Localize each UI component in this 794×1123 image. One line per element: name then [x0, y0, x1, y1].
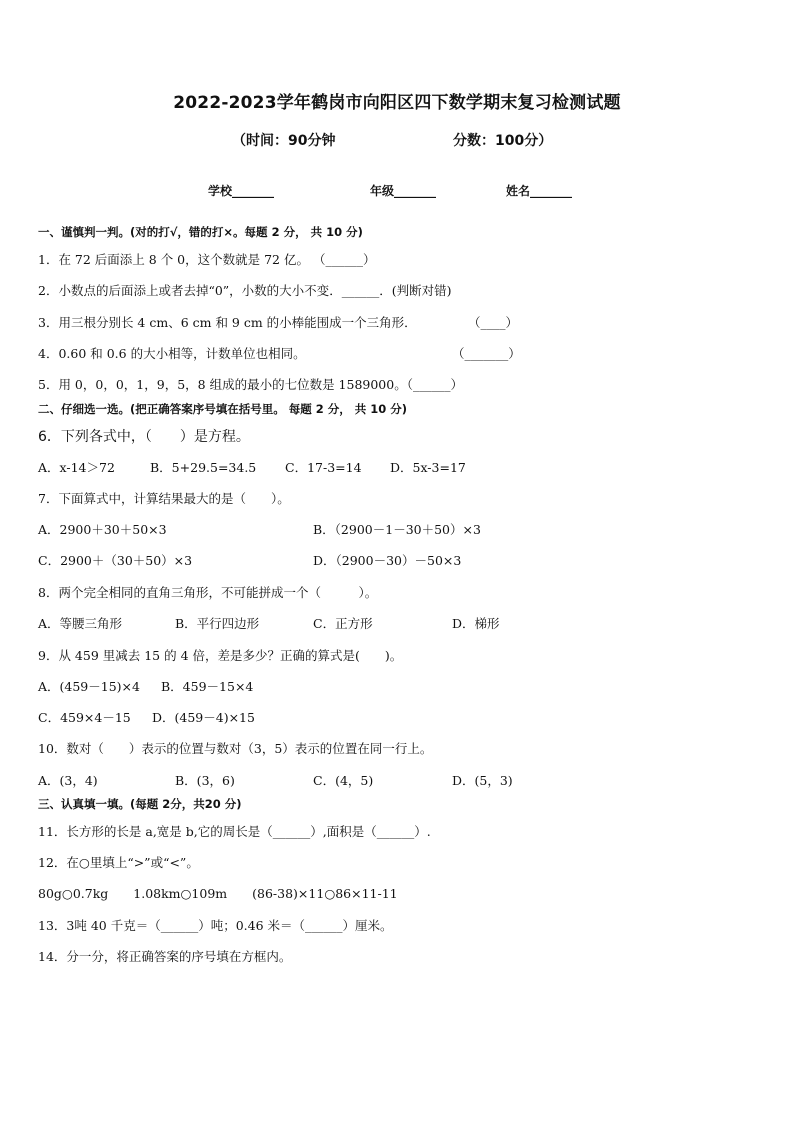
- q8-option-b: B．平行四边形: [175, 616, 260, 631]
- q6-option-a: A．x-14＞72: [38, 460, 115, 475]
- question-8: 8．两个完全相同的直角三角形，不可能拼成一个（ ）。: [38, 585, 378, 600]
- q9-option-d: D．(459－4)×15: [152, 710, 255, 725]
- q7-option-c: C．2900＋（30＋50）×3: [38, 553, 193, 568]
- q6-option-b: B．5+29.5=34.5: [150, 460, 257, 475]
- exam-score: 分数：100分）: [453, 133, 553, 149]
- question-9: 9．从 459 里减去 15 的 4 倍，差是多少？正确的算式是( )。: [38, 648, 403, 663]
- grade-field: 年级_______: [370, 184, 437, 198]
- q8-option-c: C．正方形: [313, 616, 373, 631]
- q8-option-a: A．等腰三角形: [38, 616, 123, 631]
- q6-option-d: D．5x-3=17: [390, 460, 466, 475]
- q10-option-a: A．(3，4): [38, 773, 98, 788]
- q7-option-a: A．2900＋30＋50×3: [38, 522, 167, 537]
- exam-time: （时间：90分钟: [232, 133, 336, 149]
- q7-option-b: B．（2900－1－30＋50）×3: [313, 522, 481, 537]
- question-4: 4．0.60 和 0.6 的大小相等，计数单位也相同。: [38, 346, 306, 361]
- q10-option-b: B．(3，6): [175, 773, 235, 788]
- page-title: 2022-2023学年鹤岗市向阳区四下数学期末复习检测试题: [173, 93, 621, 113]
- question-12-items: 80g○0.7kg 1.08km○109m (86-38)×11○86×11-11: [38, 886, 398, 901]
- question-14: 14．分一分，将正确答案的序号填在方框内。: [38, 949, 292, 964]
- q10-option-d: D．(5，3): [452, 773, 513, 788]
- question-6: 6．下列各式中，（ ）是方程。: [38, 429, 250, 445]
- question-3-blank: （____）: [468, 315, 519, 330]
- q9-option-b: B．459－15×4: [161, 679, 254, 694]
- question-4-blank: （_______）: [452, 346, 521, 361]
- question-3: 3．用三根分别长 4 cm、6 cm 和 9 cm 的小棒能围成一个三角形．: [38, 315, 417, 330]
- school-field: 学校_______: [208, 184, 275, 198]
- question-11: 11．长方形的长是 a,宽是 b,它的周长是（______）,面积是（______）.: [38, 824, 431, 839]
- question-1: 1．在 72 后面添上 8 个 0，这个数就是 72 亿。 （______）: [38, 252, 376, 267]
- q9-option-c: C．459×4－15: [38, 710, 131, 725]
- question-2: 2．小数点的后面添上或者去掉“0”，小数的大小不变．______．(判断对错): [38, 283, 452, 298]
- section-2-heading: 二、仔细选一选。(把正确答案序号填在括号里。 每题 2 分， 共 10 分): [38, 402, 408, 416]
- question-5: 5．用 0，0，0，1，9，5，8 组成的最小的七位数是 1589000。（______）: [38, 377, 463, 392]
- question-12: 12．在○里填上“>”或“<”。: [38, 855, 199, 870]
- section-3-heading: 三、认真填一填。(每题 2分，共20 分): [38, 797, 242, 811]
- q7-option-d: D．（2900－30）－50×3: [313, 553, 462, 568]
- question-7: 7．下面算式中，计算结果最大的是（ ）。: [38, 491, 290, 506]
- q10-option-c: C．(4，5): [313, 773, 374, 788]
- question-13: 13．3吨 40 千克＝（______）吨；0.46 米＝（______）厘米。: [38, 918, 393, 933]
- section-1-heading: 一、谨慎判一判。(对的打√，错的打×。每题 2 分， 共 10 分): [38, 225, 363, 239]
- q6-option-c: C．17-3=14: [285, 460, 362, 475]
- q9-option-a: A．(459－15)×4: [38, 679, 140, 694]
- question-10: 10．数对（ ）表示的位置与数对（3，5）表示的位置在同一行上。: [38, 741, 433, 756]
- name-field: 姓名_______: [506, 184, 573, 198]
- q8-option-d: D．梯形: [452, 616, 500, 631]
